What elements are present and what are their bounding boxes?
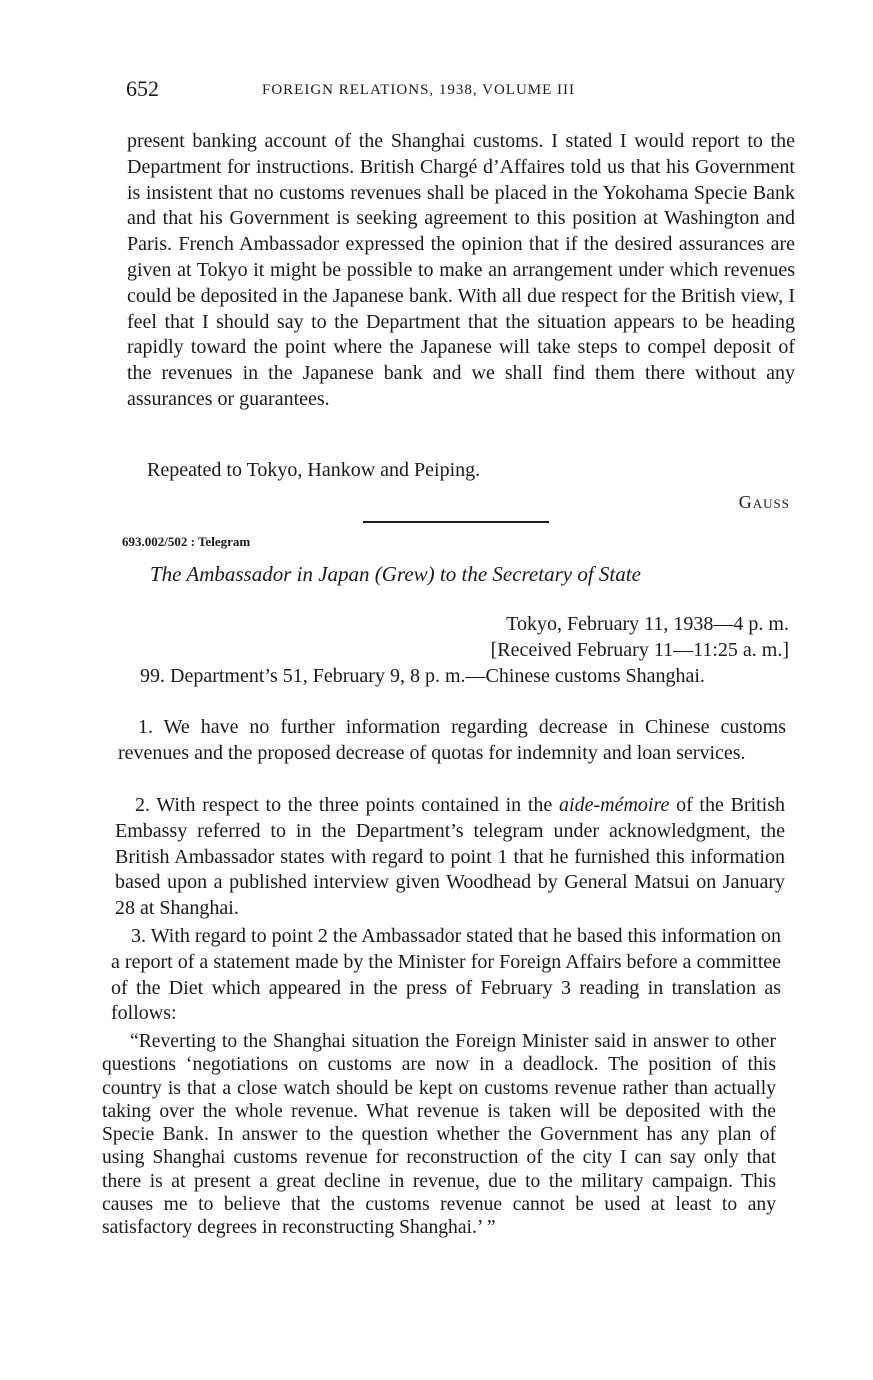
paragraph-2-rest: of the British Embassy referred to in the Department’s telegram under acknowledgment, the British Ambassador states with regard to point 1 that he furnished this information based upon a published interview given Woodhead by General Matsui on January 28 at Shanghai. <box>115 794 786 920</box>
aide-memoire-term: aide-mémoire <box>559 794 670 816</box>
quoted-statement: “Reverting to the Shanghai situation the Foreign Minister said in answer to other questions ‘negotiations on customs are now in a deadlock. The position of this country is that a close watch should be kept on customs revenue rather than actually taking over the whole revenue. What revenue is taken will be deposited with the Specie Bank. In answer to the question whether the Government has any plan of using Shanghai customs revenue for reconstruction of the city I can say only that there is at present a great decline in revenue, due to the military campaign. This causes me to believe that the customs revenue cannot be used at least to any satisfactory degrees in reconstructing Shanghai.’ ” <box>102 1031 776 1239</box>
page-header <box>126 76 666 108</box>
section-divider <box>363 521 549 523</box>
repeated-note: Repeated to Tokyo, Hankow and Peiping. <box>147 459 481 481</box>
running-title: FOREIGN RELATIONS, 1938, VOLUME III <box>262 82 576 98</box>
paragraph-1: 1. We have no further information regarding decrease in Chinese customs revenues and the proposed decrease of quotas for indemnity and loan services. <box>118 716 786 764</box>
dateline-received: [Received February 11—11:25 a. m.] <box>490 638 789 661</box>
continued-paragraph: present banking account of the Shanghai customs. I stated I would report to the Department for instructions. British Chargé d’Affaires told us that his Government is insistent that no customs revenues shall be placed in the Yokohama Specie Bank and that his Government is seeking agreement to this position at Washington and Paris. French Ambassador expressed the opinion that if the desired assurances are given at Tokyo it might be possible to make an arrangement under which revenues could be deposited in the Japanese bank. With all due respect for the British view, I feel that I should say to the Department that the situation appears to be heading rapidly toward the point where the Japanese will take steps to compel deposit of the revenues in the Japanese bank and we shall find them there without any assurances or guarantees. <box>127 130 795 410</box>
signature-gauss: Gauss <box>738 492 790 512</box>
paragraph-2-start: 2. With respect to the three points contained in the <box>135 794 553 816</box>
page-number: 652 <box>126 76 159 101</box>
paragraph-2 <box>115 793 785 922</box>
document-title: The Ambassador in Japan (Grew) to the Secretary of State <box>150 562 641 586</box>
paragraph-3: 3. With regard to point 2 the Ambassador stated that he based this information on a report of a statement made by the Minister for Foreign Affairs before a committee of the Diet which appeared in the press of February 3 reading in translation as follows: <box>111 925 781 1025</box>
dateline <box>491 612 789 664</box>
dateline-sent: Tokyo, February 11, 1938—4 p. m. <box>506 613 789 635</box>
paragraph-99: 99. Department’s 51, February 9, 8 p. m.—Chinese customs Shanghai. <box>140 665 705 687</box>
file-reference: 693.002/502 : Telegram <box>122 534 251 549</box>
